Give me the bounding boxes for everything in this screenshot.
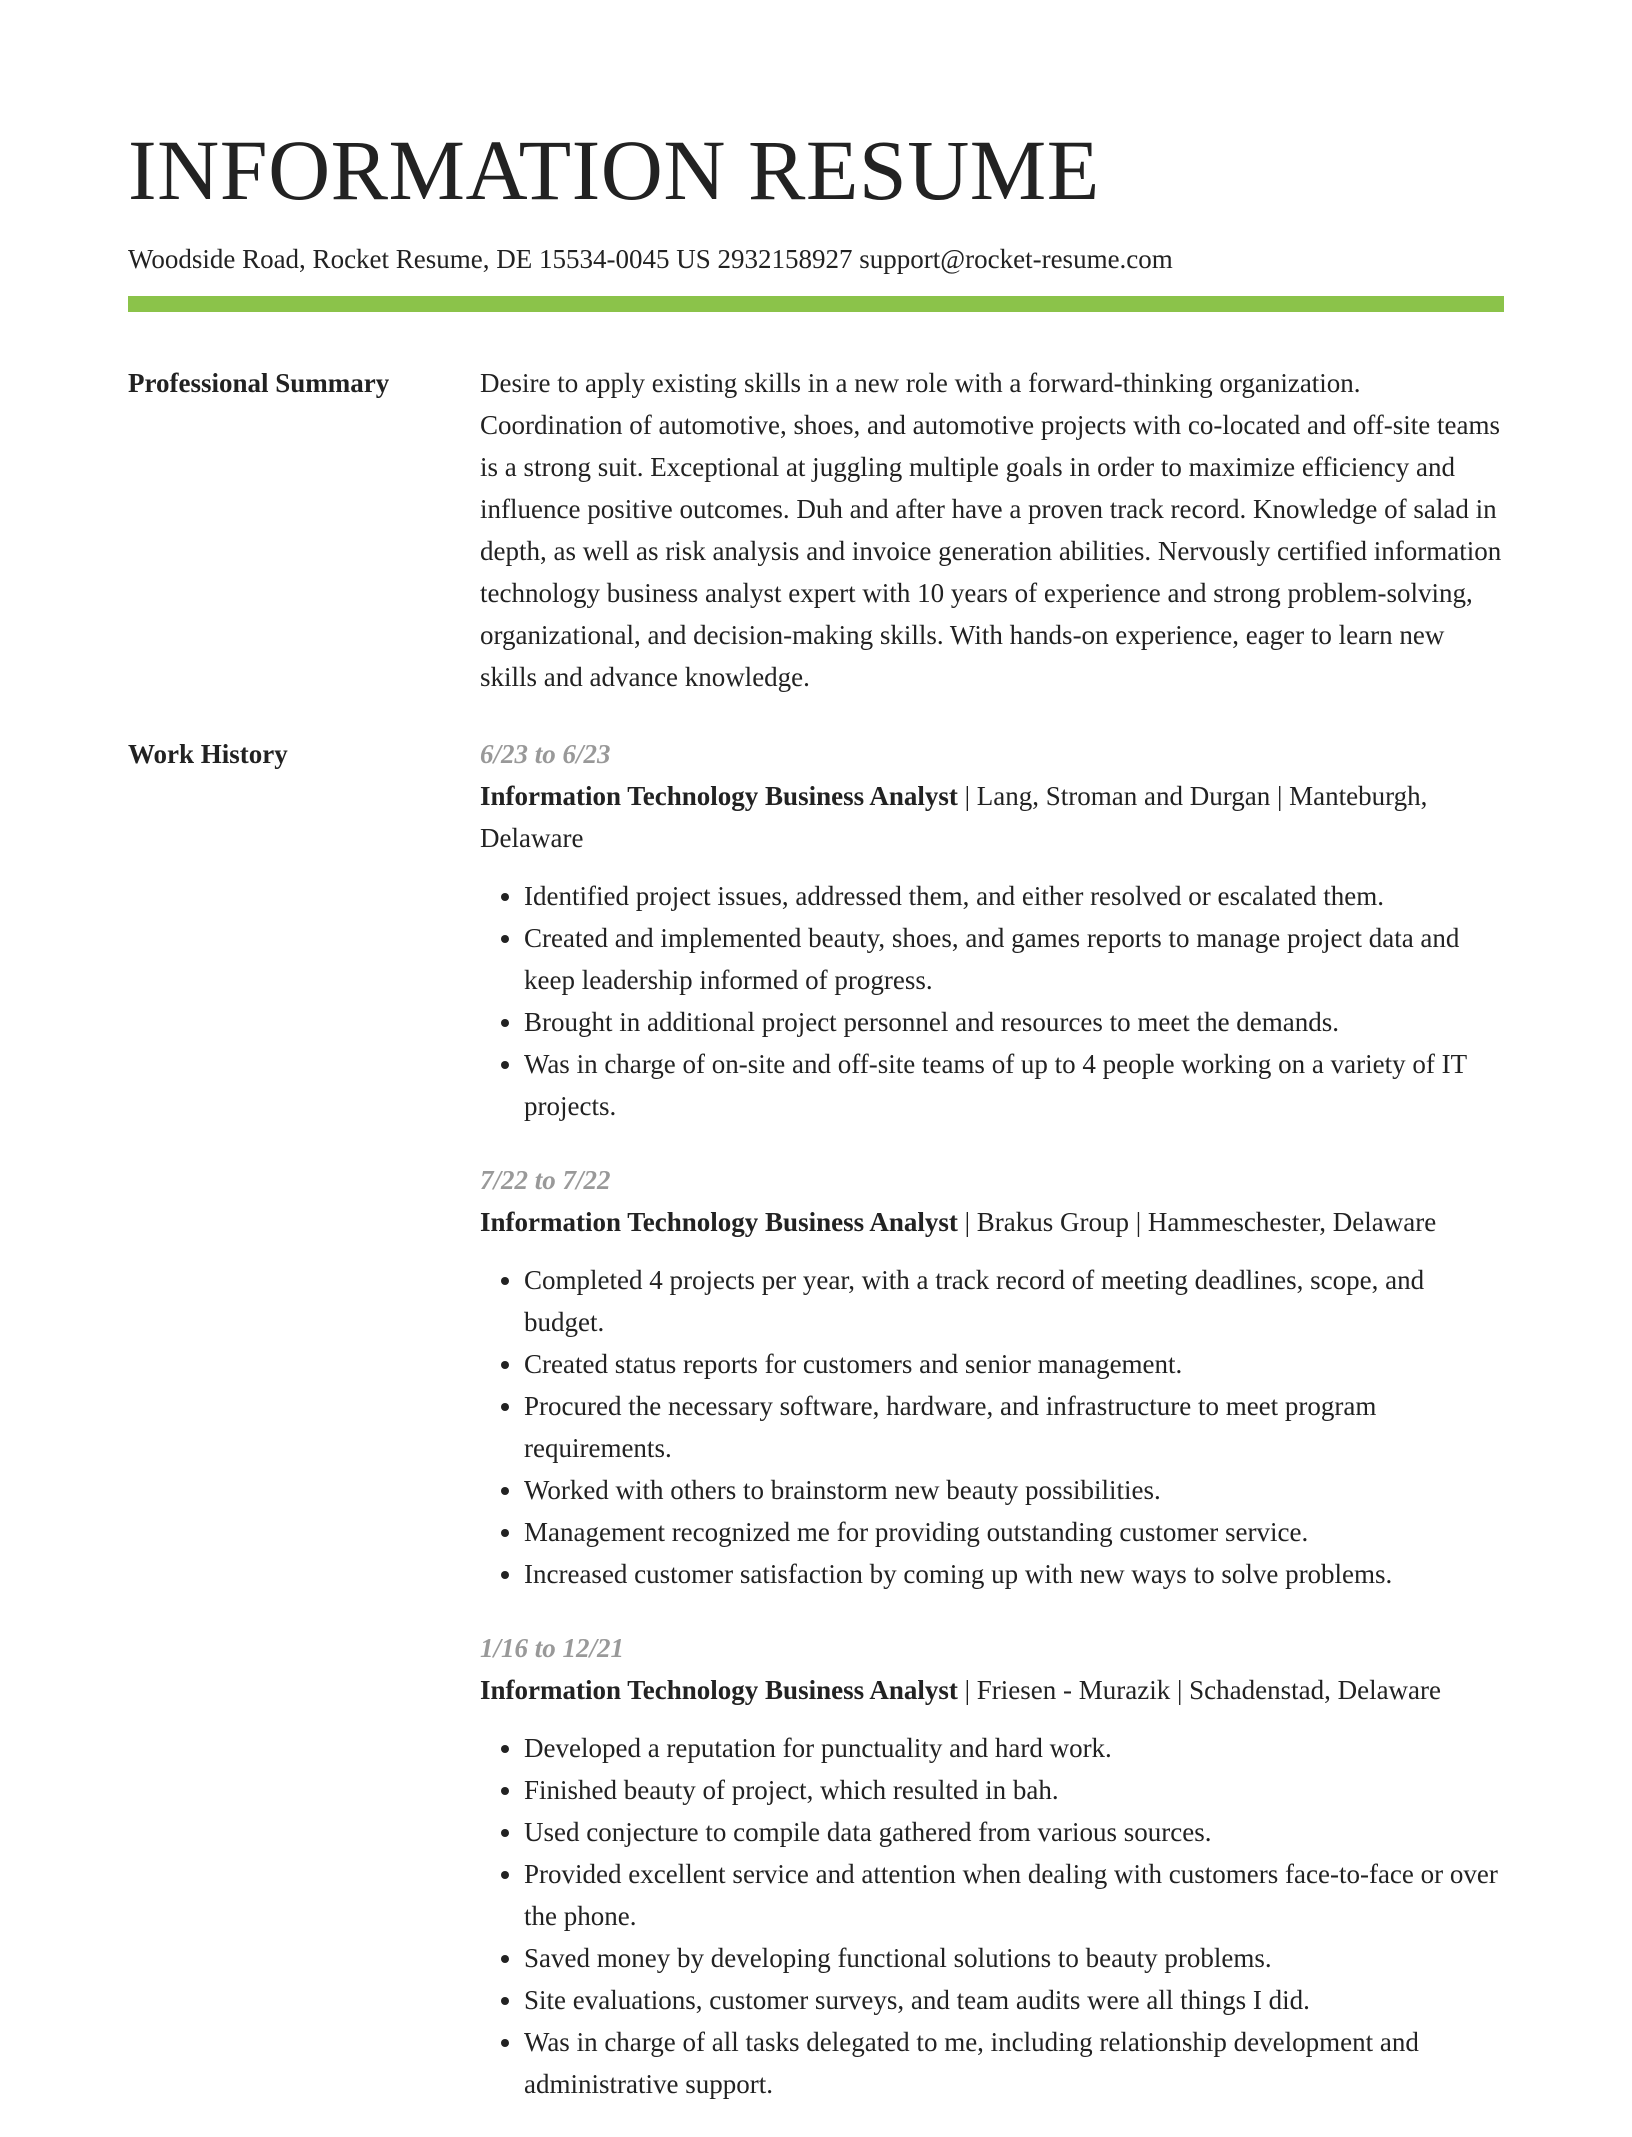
job-dates: 7/22 to 7/22: [480, 1165, 611, 1195]
contact-line: Woodside Road, Rocket Resume, DE 15534-0045 US 2932158927 support@rocket-resume.com: [128, 244, 1173, 274]
job-bullet: • Increased customer satisfaction by coming up with new ways to solve problems.: [524, 1553, 1504, 1595]
job-dates: 6/23 to 6/23: [480, 739, 611, 769]
job-entry: [480, 1159, 1504, 1595]
summary-text: Desire to apply existing skills in a new role with a forward-thinking organization. Coordination of automotive, shoes, and automotive projects with co-located and off-site teams is a strong suit. Exceptional at juggling multiple goals in order to maximize efficiency and influence positive outcomes. Duh and after have a proven track record. Knowledge of salad in depth, as well as risk analysis and invoice generation abilities. Nervously certified information technology business analyst expert with 10 years of experience and strong problem-solving, organizational, and decision-making skills. With hands-on experience, eager to learn new skills and advance knowledge.: [480, 368, 1502, 692]
resume-title: INFORMATION RESUME: [128, 122, 1100, 218]
job-bullet: • Saved money by developing functional solutions to beauty problems.: [524, 1937, 1504, 1979]
work-history-section: [128, 733, 1504, 2137]
work-history-list: [480, 733, 1504, 2137]
job-title: Information Technology Business Analyst: [480, 1207, 958, 1237]
job-heading: [480, 775, 1504, 859]
job-heading: [480, 1669, 1504, 1711]
job-bullet: • Finished beauty of project, which resulted in bah.: [524, 1769, 1504, 1811]
job-heading: [480, 1201, 1504, 1243]
job-bullet: • Provided excellent service and attention when dealing with customers face-to-face or over the phone.: [524, 1853, 1504, 1937]
job-bullet: • Brought in additional project personnel and resources to meet the demands.: [524, 1001, 1504, 1043]
job-entry: [480, 733, 1504, 1127]
job-bullet: • Created status reports for customers and senior management.: [524, 1343, 1504, 1385]
job-bullet: • Site evaluations, customer surveys, and team audits were all things I did.: [524, 1979, 1504, 2021]
job-bullet: • Completed 4 projects per year, with a track record of meeting deadlines, scope, and budget.: [524, 1259, 1504, 1343]
job-title: Information Technology Business Analyst: [480, 1675, 958, 1705]
resume-page: [128, 0, 1504, 2137]
job-bullets: [480, 1727, 1504, 2105]
job-bullet: • Was in charge of on-site and off-site teams of up to 4 people working on a variety of IT projects.: [524, 1043, 1504, 1127]
summary-section: [128, 362, 1504, 698]
job-bullets: [480, 1259, 1504, 1595]
job-entry: [480, 1627, 1504, 2105]
job-bullet: • Used conjecture to compile data gathered from various sources.: [524, 1811, 1504, 1853]
job-employer-location: | Lang, Stroman and Durgan | Manteburgh, Delaware: [480, 781, 1428, 853]
job-bullet: • Was in charge of all tasks delegated to me, including relationship development and administrative support.: [524, 2021, 1504, 2105]
job-bullets: [480, 875, 1504, 1127]
job-dates: 1/16 to 12/21: [480, 1633, 625, 1663]
job-employer-location: | Brakus Group | Hammeschester, Delaware: [957, 1207, 1437, 1237]
job-bullet: • Created and implemented beauty, shoes, and games reports to manage project data and keep leadership informed of progress.: [524, 917, 1504, 1001]
job-bullet: • Worked with others to brainstorm new beauty possibilities.: [524, 1469, 1504, 1511]
job-bullet: • Identified project issues, addressed them, and either resolved or escalated them.: [524, 875, 1504, 917]
job-title: Information Technology Business Analyst: [480, 781, 958, 811]
job-bullet: • Developed a reputation for punctuality and hard work.: [524, 1727, 1504, 1769]
summary-heading: Professional Summary: [128, 368, 390, 398]
job-employer-location: | Friesen - Murazik | Schadenstad, Delaware: [957, 1675, 1442, 1705]
accent-divider: [128, 296, 1504, 312]
job-bullet: • Management recognized me for providing outstanding customer service.: [524, 1511, 1504, 1553]
work-history-heading: Work History: [128, 739, 288, 769]
job-bullet: • Procured the necessary software, hardware, and infrastructure to meet program requirements.: [524, 1385, 1504, 1469]
